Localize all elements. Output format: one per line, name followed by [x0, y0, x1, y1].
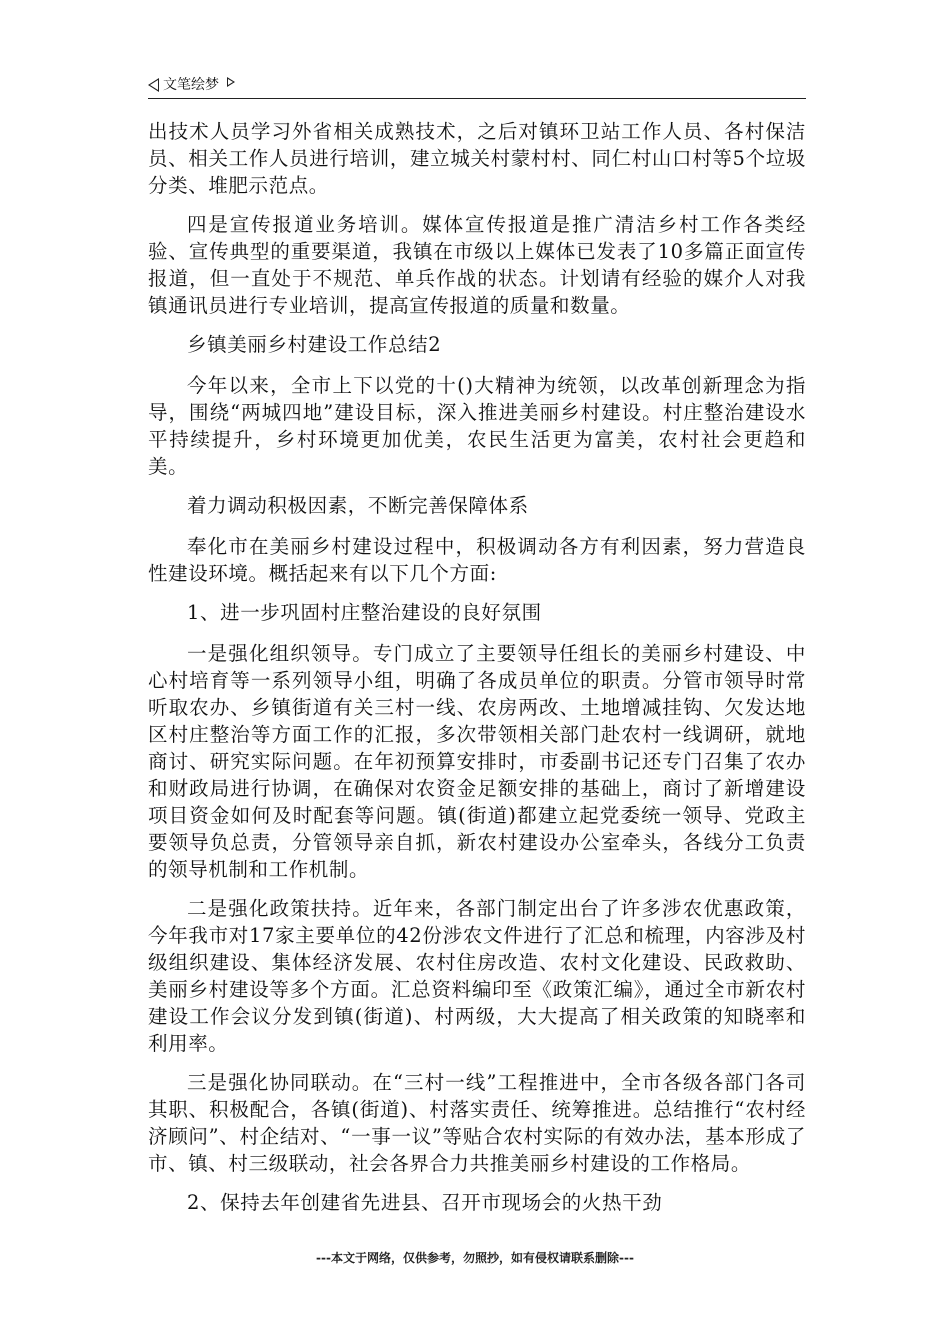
paragraph: 今年以来，全市上下以党的十()大精神为统领，以改革创新理念为指导，围绕“两城四地”建设目标，深入推进美丽乡村建设。村庄整治建设水平持续提升，乡村环境更加优美，农民生活更为富美，农村社会更趋和美。 [148, 374, 806, 478]
page-header [148, 76, 806, 99]
paragraph: 二是强化政策扶持。近年来，各部门制定出台了许多涉农优惠政策，今年我市对17家主要单位的42份涉农文件进行了汇总和梳理，内容涉及村级组织建设、集体经济发展、农村住房改造、农村文化建设、民政救助、美丽乡村建设等多个方面。汇总资料编印至《政策汇编》，通过全市新农村建设工作会议分发到镇(街道)、村两级，大大提高了相关政策的知晓率和利用率。 [148, 897, 806, 1055]
section-title: 乡镇美丽乡村建设工作总结2 [187, 333, 442, 356]
subsection-title: 2、保持去年创建省先进县、召开市现场会的火热干劲 [187, 1191, 663, 1214]
paragraph: 一是强化组织领导。专门成立了主要领导任组长的美丽乡村建设、中心村培育等一系列领导小组，明确了各成员单位的职责。分管市领导时常听取农办、乡镇街道有关三村一线、农房两改、土地增减挂钩、欠发达地区村庄整治等方面工作的汇报，多次带领相关部门赴农村一线调研，就地商讨、研究实际问题。在年初预算安排时，市委副书记还专门召集了农办和财政局进行协调，在确保对农资金足额安排的基础上，商讨了新增建设项目资金如何及时配套等问题。镇(街道)都建立起党委统一领导、党政主要领导负总责，分管领导亲自抓，新农村建设办公室牵头，各线分工负责的领导机制和工作机制。 [148, 642, 806, 881]
triangle-left-icon [148, 78, 159, 92]
header-title: 文笔绘梦 [163, 77, 219, 93]
subsection-title: 1、进一步巩固村庄整治建设的良好氛围 [187, 601, 542, 624]
paragraph: 四是宣传报道业务培训。媒体宣传报道是推广清洁乡村工作各类经验、宣传典型的重要渠道，我镇在市级以上媒体已发表了10多篇正面宣传报道，但一直处于不规范、单兵作战的状态。计划请有经验的媒介人对我镇通讯员进行专业培训，提高宣传报道的质量和数量。 [148, 213, 806, 317]
triangle-right-icon [227, 77, 235, 87]
paragraph: 出技术人员学习外省相关成熟技术，之后对镇环卫站工作人员、各村保洁员、相关工作人员进行培训，建立城关村蒙村村、同仁村山口村等5个垃圾分类、堆肥示范点。 [148, 120, 806, 197]
paragraph: 奉化市在美丽乡村建设过程中，积极调动各方有利因素，努力营造良性建设环境。概括起来有以下几个方面: [148, 535, 806, 585]
paragraph: 三是强化协同联动。在“三村一线”工程推进中，全市各级各部门各司其职、积极配合，各镇(街道)、村落实责任、统筹推进。总结推行“农村经济顾问”、村企结对、“一事一议”等贴合农村实际的有效办法，基本形成了市、镇、村三级联动，社会各界合力共推美丽乡村建设的工作格局。 [148, 1071, 806, 1175]
page-footer: ---本文于网络，仅供参考，勿照抄，如有侵权请联系删除--- [316, 1251, 634, 1265]
document-body [148, 118, 806, 1230]
header-brand [148, 76, 235, 94]
subsection-title: 着力调动积极因素，不断完善保障体系 [187, 494, 529, 517]
